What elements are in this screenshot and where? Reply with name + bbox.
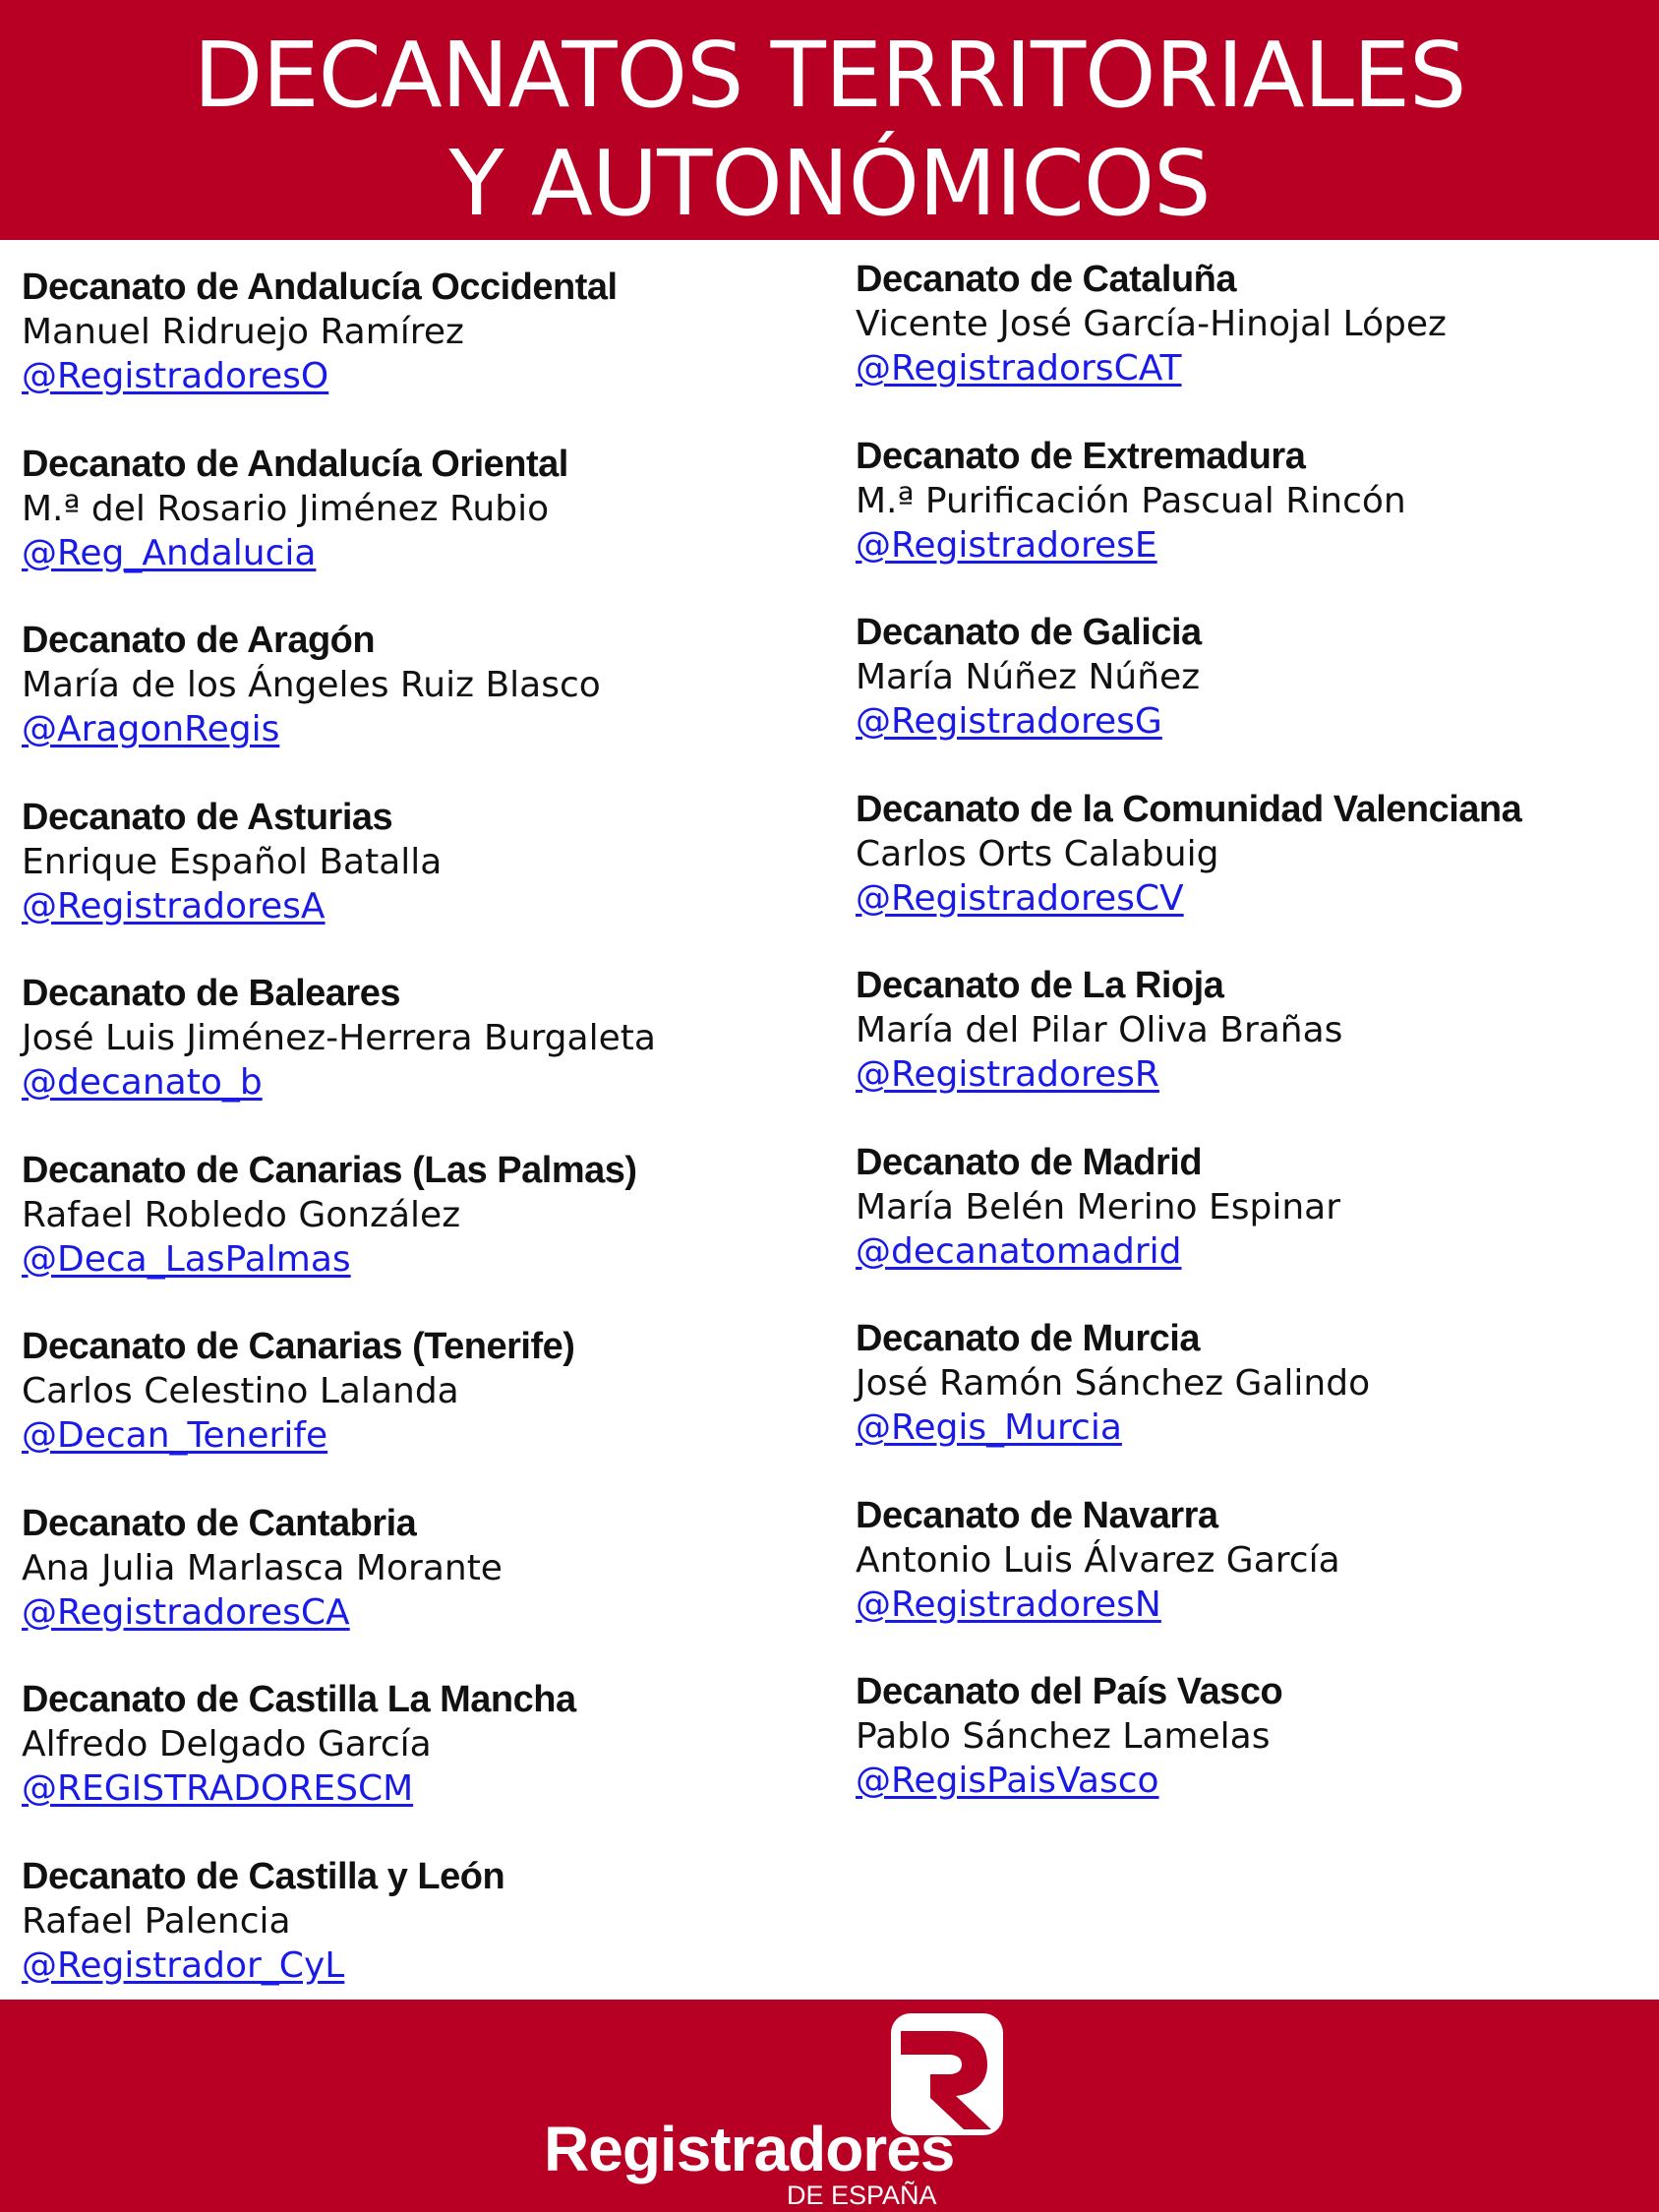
twitter-handle-link[interactable]: @RegistradorsCAT bbox=[856, 348, 1182, 389]
twitter-handle-link[interactable]: @Deca_LasPalmas bbox=[22, 1238, 351, 1280]
dean-name: Manuel Ridruejo Ramírez bbox=[22, 312, 464, 352]
decanato-name: Decanato de Madrid bbox=[856, 1141, 1203, 1183]
decanato-name: Decanato de Andalucía Occidental bbox=[22, 267, 618, 308]
twitter-handle-link[interactable]: @decanato_b bbox=[22, 1062, 263, 1103]
dean-name: María Núñez Núñez bbox=[856, 657, 1201, 697]
list-item bbox=[856, 1141, 1642, 1318]
decanato-name: Decanato de Baleares bbox=[22, 973, 400, 1014]
decanato-name: Decanato de Canarias (Las Palmas) bbox=[22, 1149, 637, 1191]
twitter-handle-link[interactable]: @RegistradoresE bbox=[856, 524, 1157, 566]
twitter-handle-link[interactable]: @Reg_Andalucia bbox=[22, 532, 317, 573]
decanato-name: Decanato de Navarra bbox=[856, 1494, 1218, 1536]
dean-name: José Ramón Sánchez Galindo bbox=[856, 1363, 1371, 1404]
list-item bbox=[22, 972, 828, 1149]
list-item bbox=[22, 1502, 828, 1679]
twitter-handle-link[interactable]: @RegistradoresR bbox=[856, 1054, 1159, 1095]
list-item bbox=[22, 619, 828, 796]
decanato-name: Decanato de Andalucía Oriental bbox=[22, 443, 568, 485]
decanato-name: Decanato de Cantabria bbox=[22, 1502, 417, 1544]
decanato-name: Decanato de Castilla La Mancha bbox=[22, 1679, 576, 1720]
twitter-handle-link[interactable]: @RegistradoresA bbox=[22, 885, 326, 927]
list-item bbox=[22, 1678, 828, 1855]
list-item bbox=[856, 1494, 1642, 1671]
dean-name: Vicente José García-Hinojal López bbox=[856, 304, 1447, 344]
list-item bbox=[22, 1149, 828, 1326]
list-item bbox=[22, 1325, 828, 1502]
dean-name: María del Pilar Oliva Brañas bbox=[856, 1010, 1343, 1050]
brand-subtitle: DE ESPAÑA bbox=[787, 2181, 937, 2210]
dean-name: María Belén Merino Espinar bbox=[856, 1186, 1341, 1227]
list-item bbox=[856, 964, 1642, 1141]
twitter-handle-link[interactable]: @REGISTRADORESCM bbox=[22, 1768, 414, 1809]
decanato-name: Decanato de Castilla y León bbox=[22, 1855, 505, 1897]
list-item bbox=[22, 266, 828, 443]
left-column bbox=[22, 266, 828, 2031]
list-item bbox=[856, 435, 1642, 612]
brand-wordmark: Registradores bbox=[544, 2114, 955, 2184]
dean-name: M.ª Purificación Pascual Rincón bbox=[856, 480, 1406, 521]
list-item bbox=[856, 1670, 1642, 1847]
dean-name: Carlos Orts Calabuig bbox=[856, 833, 1219, 874]
twitter-handle-link[interactable]: @RegisPaisVasco bbox=[856, 1761, 1159, 1801]
right-column bbox=[856, 258, 1642, 1847]
dean-name: José Luis Jiménez-Herrera Burgaleta bbox=[22, 1018, 656, 1058]
page-title-line-2: Y AUTONÓMICOS bbox=[448, 131, 1211, 236]
decanato-name: Decanato de Extremadura bbox=[856, 435, 1306, 477]
twitter-handle-link[interactable]: @RegistradoresCA bbox=[22, 1591, 350, 1633]
decanato-name: Decanato de la Comunidad Valenciana bbox=[856, 788, 1522, 830]
decanato-name: Decanato de Murcia bbox=[856, 1318, 1200, 1359]
decanato-name: Decanato de Galicia bbox=[856, 612, 1202, 653]
dean-name: M.ª del Rosario Jiménez Rubio bbox=[22, 488, 550, 529]
dean-name: Antonio Luis Álvarez García bbox=[856, 1539, 1340, 1581]
twitter-handle-link[interactable]: @RegistradoresO bbox=[22, 356, 329, 396]
dean-name: Alfredo Delgado García bbox=[22, 1724, 432, 1764]
dean-name: Carlos Celestino Lalanda bbox=[22, 1371, 459, 1411]
twitter-handle-link[interactable]: @RegistradoresN bbox=[856, 1584, 1161, 1625]
decanato-name: Decanato de Asturias bbox=[22, 796, 393, 838]
twitter-handle-link[interactable]: @RegistradoresCV bbox=[856, 877, 1184, 919]
decanato-name: Decanato de La Rioja bbox=[856, 965, 1224, 1006]
list-item bbox=[856, 258, 1642, 435]
dean-name: Pablo Sánchez Lamelas bbox=[856, 1716, 1271, 1757]
twitter-handle-link[interactable]: @RegistradoresG bbox=[856, 701, 1162, 742]
twitter-handle-link[interactable]: @decanatomadrid bbox=[856, 1230, 1182, 1272]
list-item bbox=[856, 1317, 1642, 1494]
decanato-name: Decanato de Canarias (Tenerife) bbox=[22, 1326, 575, 1367]
decanato-name: Decanato del País Vasco bbox=[856, 1671, 1283, 1712]
dean-name: Rafael Palencia bbox=[22, 1900, 291, 1942]
twitter-handle-link[interactable]: @AragonRegis bbox=[22, 709, 280, 749]
list-item bbox=[856, 788, 1642, 965]
list-item bbox=[22, 796, 828, 973]
list-item bbox=[22, 443, 828, 620]
dean-name: Rafael Robledo González bbox=[22, 1194, 461, 1235]
twitter-handle-link[interactable]: @Decan_Tenerife bbox=[22, 1415, 328, 1456]
twitter-handle-link[interactable]: @Registrador_CyL bbox=[22, 1944, 345, 1986]
decanato-name: Decanato de Cataluña bbox=[856, 259, 1236, 300]
twitter-handle-link[interactable]: @Regis_Murcia bbox=[856, 1407, 1122, 1448]
dean-name: Enrique Español Batalla bbox=[22, 841, 443, 882]
page-header bbox=[0, 0, 1659, 240]
dean-name: María de los Ángeles Ruiz Blasco bbox=[22, 665, 601, 705]
list-item bbox=[856, 611, 1642, 788]
decanato-name: Decanato de Aragón bbox=[22, 620, 376, 661]
dean-name: Ana Julia Marlasca Morante bbox=[22, 1547, 503, 1588]
page-title-line-1: DECANATOS TERRITORIALES bbox=[193, 23, 1466, 128]
